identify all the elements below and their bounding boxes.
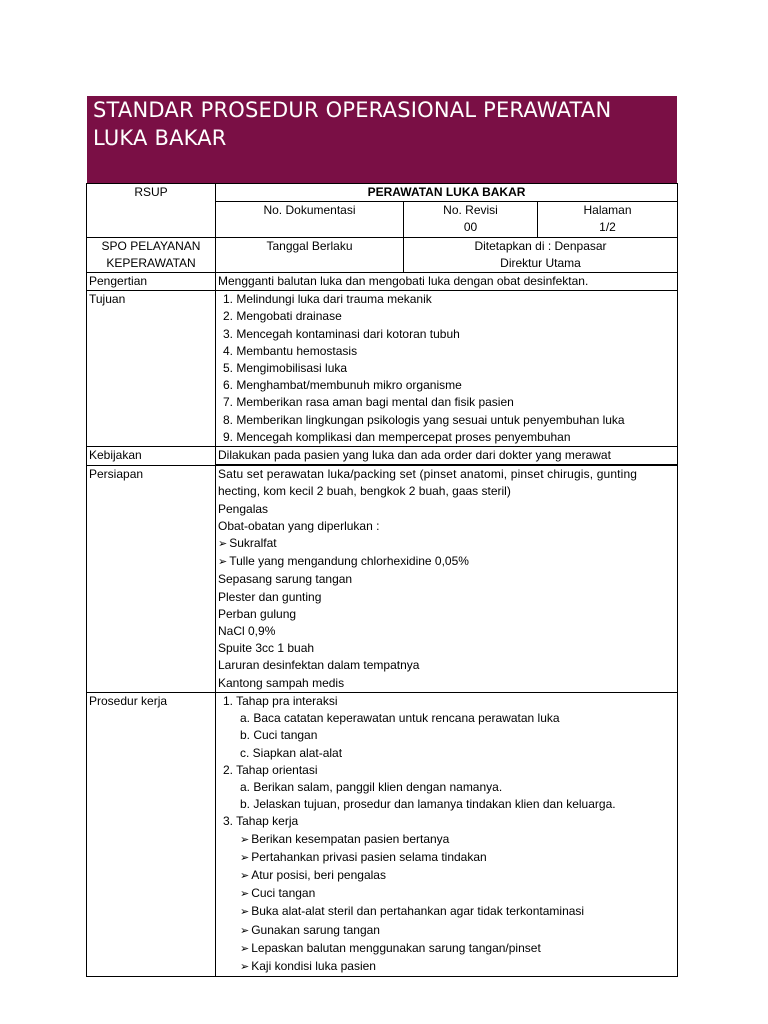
doc-title-cell — [216, 184, 678, 202]
kebijakan-label-cell — [87, 447, 216, 466]
persiapan-item: Sepasang sarung tangan — [218, 572, 353, 587]
persiapan-item: Laruran desinfektan dalam tempatnya — [218, 658, 420, 673]
halaman-label: Halaman — [583, 203, 632, 218]
halaman-value: 1/2 — [599, 220, 616, 235]
tujuan-item: 2. Mengobati drainase — [223, 309, 342, 324]
tahap-heading: 3. Tahap kerja — [223, 814, 299, 829]
spo-line-2: KEPERAWATAN — [106, 255, 196, 270]
persiapan-item: Perban gulung — [218, 606, 297, 621]
persiapan-item: NaCl 0,9% — [218, 624, 276, 639]
tahap-heading: 2. Tahap orientasi — [223, 762, 318, 777]
pengertian-text: Mengganti balutan luka dan mengobati luka dengan obat desinfektan. — [218, 274, 589, 289]
direktur-text: Direktur Utama — [500, 255, 581, 270]
tujuan-row — [87, 291, 678, 447]
doc-title: PERAWATAN LUKA BAKAR — [367, 185, 526, 199]
tahap-item: b. Cuci tangan — [240, 728, 318, 743]
tahap-item: c. Siapkan alat-alat — [240, 745, 343, 760]
ditetapkan-cell — [404, 237, 678, 272]
tahap-kerja-item — [218, 940, 675, 958]
tanggal-label: Tanggal Berlaku — [266, 238, 353, 253]
persiapan-item: Spuite 3cc 1 buah — [218, 641, 315, 656]
arrow-bullet-icon — [240, 923, 251, 937]
arrow-bullet-icon — [240, 886, 251, 900]
tahap-kerja-item — [218, 922, 675, 940]
tahap-kerja-text: Gunakan sarung tangan — [251, 922, 380, 937]
persiapan-obat-item-text: Tulle yang mengandung chlorhexidine 0,05% — [229, 554, 469, 569]
tujuan-item: 6. Menghambat/membunuh mikro organisme — [223, 378, 462, 393]
title-banner — [87, 96, 677, 184]
persiapan-content — [216, 465, 678, 692]
prosedur-label-cell — [87, 692, 216, 976]
kebijakan-content — [216, 447, 678, 466]
persiapan-label: Persiapan — [89, 466, 144, 481]
tahap-kerja-text: Berikan kesempatan pasien bertanya — [251, 831, 450, 846]
tahap-item: a. Berikan salam, panggil klien dengan namanya. — [240, 779, 503, 794]
prosedur-label: Prosedur kerja — [89, 693, 168, 708]
tahap-kerja-item — [218, 849, 675, 867]
pengertian-content — [216, 273, 678, 291]
arrow-bullet-icon — [240, 941, 251, 955]
tahap-kerja-item — [218, 831, 675, 849]
header-row-1 — [87, 184, 678, 202]
tujuan-label-cell — [87, 291, 216, 447]
spo-table — [86, 183, 678, 977]
tujuan-content — [216, 291, 678, 447]
kebijakan-label: Kebijakan — [89, 448, 142, 463]
arrow-bullet-icon — [240, 959, 251, 973]
persiapan-obat-label: Obat-obatan yang diperlukan : — [218, 518, 380, 533]
ditetapkan-text: Ditetapkan di : Denpasar — [474, 238, 607, 253]
tujuan-item: 1. Melindungi luka dari trauma mekanik — [223, 292, 432, 307]
tahap-kerja-item — [218, 958, 675, 976]
tahap-item: a. Baca catatan keperawatan untuk rencana perawatan luka — [240, 711, 560, 726]
tahap-heading: 1. Tahap pra interaksi — [223, 693, 338, 708]
tanggal-cell — [216, 237, 404, 272]
persiapan-pengalas: Pengalas — [218, 501, 269, 516]
tujuan-label: Tujuan — [89, 292, 126, 307]
persiapan-row — [87, 465, 678, 692]
halaman-cell — [538, 202, 678, 237]
tujuan-item: 7. Memberikan rasa aman bagi mental dan fisik pasien — [223, 395, 514, 410]
tahap-kerja-text: Buka alat-alat steril dan pertahankan agar tidak terkontaminasi — [251, 904, 585, 919]
tahap-kerja-text: Atur posisi, beri pengalas — [251, 867, 386, 882]
spo-cell — [87, 237, 216, 272]
tahap-kerja-text: Cuci tangan — [251, 886, 316, 901]
no-revisi-value: 00 — [463, 220, 478, 235]
no-revisi-label: No. Revisi — [443, 203, 498, 218]
arrow-bullet-icon — [218, 536, 229, 550]
kebijakan-text: Dilakukan pada pasien yang luka dan ada order dari dokter yang merawat — [218, 448, 611, 463]
tahap-kerja-text: Lepaskan balutan menggunakan sarung tangan/pinset — [251, 940, 541, 955]
arrow-bullet-icon — [240, 850, 251, 864]
no-revisi-cell — [404, 202, 538, 237]
no-dok-label: No. Dokumentasi — [263, 203, 356, 218]
tujuan-item: 4. Membantu hemostasis — [223, 343, 358, 358]
prosedur-content — [216, 692, 678, 976]
no-dok-cell — [216, 202, 404, 237]
spo-line-1: SPO PELAYANAN — [101, 238, 201, 253]
pengertian-label-cell — [87, 273, 216, 291]
org-cell — [87, 184, 216, 238]
persiapan-label-cell — [87, 465, 216, 692]
tujuan-item: 9. Mencegah komplikasi dan mempercepat proses penyembuhan — [223, 429, 571, 444]
persiapan-item: Plester dan gunting — [218, 589, 322, 604]
document-title-line-1: STANDAR PROSEDUR OPERASIONAL PERAWATAN — [93, 98, 612, 122]
tujuan-item: 5. Mengimobilisasi luka — [223, 361, 348, 376]
persiapan-set-line-2: hecting, kom kecil 2 buah, bengkok 2 buah, gaas steril) — [218, 484, 511, 499]
tahap-kerja-text: Kaji kondisi luka pasien — [251, 958, 376, 973]
arrow-bullet-icon — [240, 868, 251, 882]
header-row-3 — [87, 237, 678, 272]
tahap-kerja-item — [218, 903, 675, 921]
pengertian-row — [87, 273, 678, 291]
prosedur-row — [87, 692, 678, 976]
persiapan-obat-item — [218, 553, 675, 571]
tujuan-item: 8. Memberikan lingkungan psikologis yang sesuai untuk penyembuhan luka — [223, 412, 625, 427]
persiapan-item: Kantong sampah medis — [218, 675, 345, 690]
tahap-item: b. Jelaskan tujuan, prosedur dan lamanya tindakan klien dan keluarga. — [240, 797, 616, 812]
tahap-kerja-item — [218, 885, 675, 903]
tahap-kerja-text: Pertahankan privasi pasien selama tindakan — [251, 849, 487, 864]
tahap-kerja-item — [218, 867, 675, 885]
persiapan-set-line-1: Satu set perawatan luka/packing set (pinset anatomi, pinset chirugis, gunting — [218, 467, 638, 482]
tujuan-item: 3. Mencegah kontaminasi dari kotoran tubuh — [223, 326, 460, 341]
pengertian-label: Pengertian — [89, 274, 148, 289]
arrow-bullet-icon — [240, 832, 251, 846]
persiapan-obat-item — [218, 535, 675, 553]
arrow-bullet-icon — [218, 554, 229, 568]
org-name: RSUP — [134, 185, 168, 199]
kebijakan-row — [87, 447, 678, 466]
persiapan-obat-item-text: Sukralfat — [229, 536, 277, 551]
arrow-bullet-icon — [240, 904, 251, 918]
document-title-line-2: LUKA BAKAR — [93, 126, 227, 150]
